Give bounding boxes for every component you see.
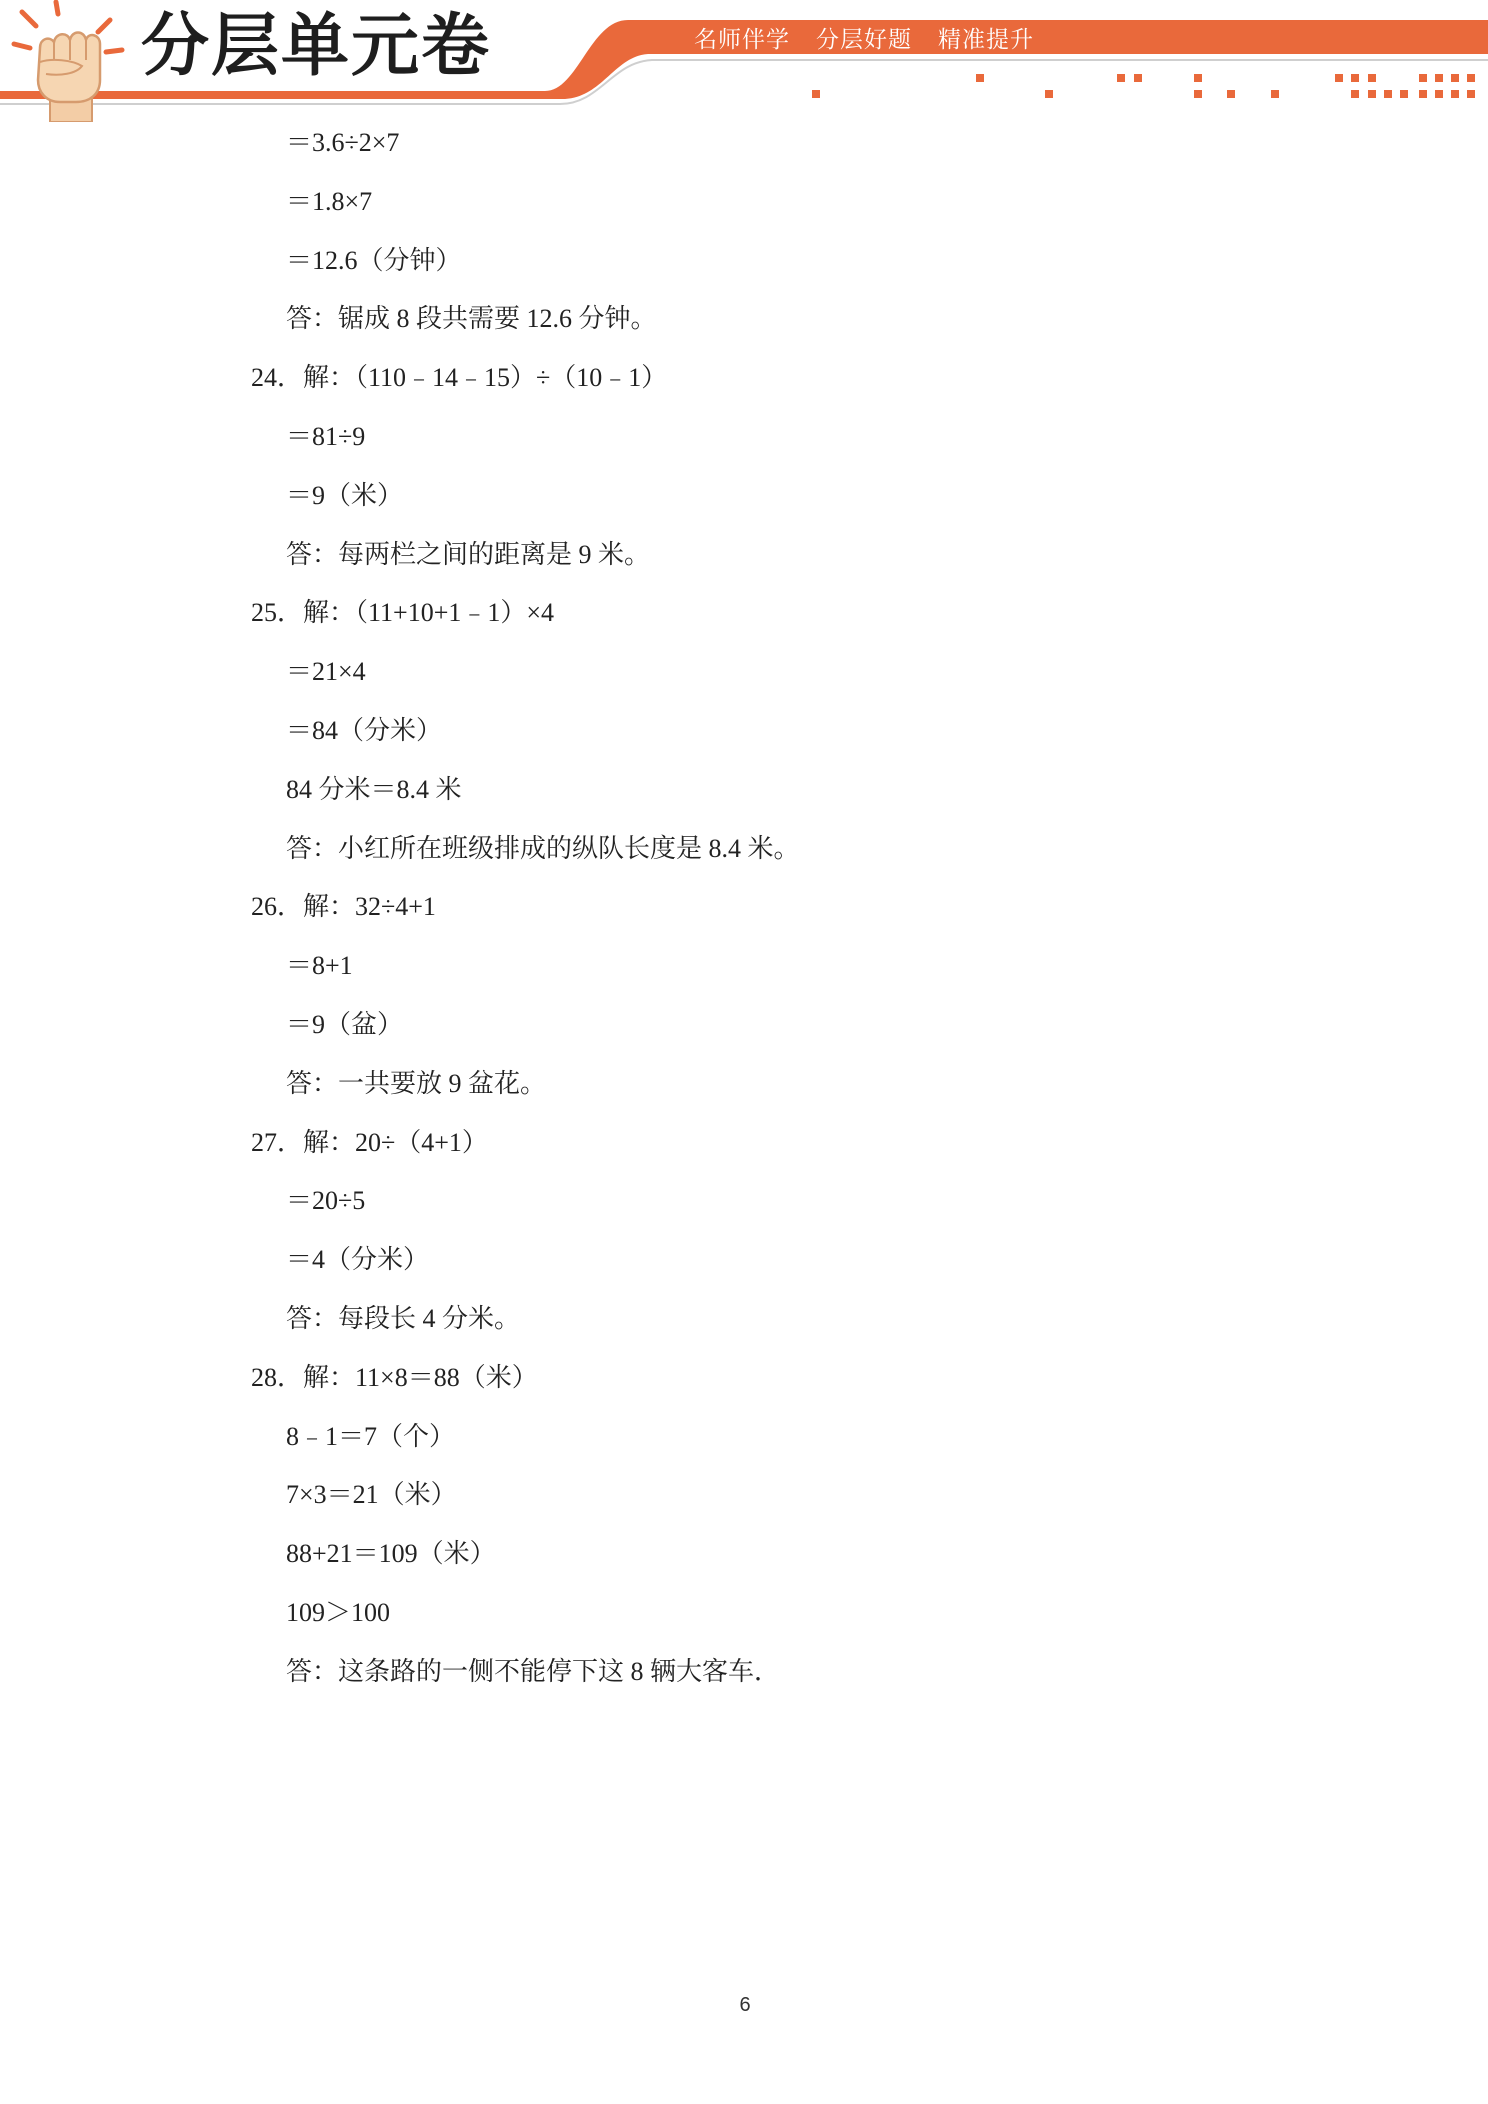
solution-step: ＝1.8×7 bbox=[286, 186, 373, 216]
problem-heading: 26．解：32÷4+1 bbox=[251, 892, 436, 922]
solution-step: ＝9（盆） bbox=[286, 1009, 404, 1039]
raised-fist-icon bbox=[6, 0, 131, 122]
solution-step: 84 分米＝8.4 米 bbox=[286, 774, 462, 804]
slogan-item: 精准提升 bbox=[938, 26, 1034, 53]
problem-28 bbox=[0, 1349, 1488, 1702]
solution-step: 88+21＝109（米） bbox=[286, 1539, 496, 1569]
page-number: 6 bbox=[739, 1994, 751, 2016]
slogan-item: 分层好题 bbox=[816, 26, 912, 53]
problem-24 bbox=[0, 349, 1488, 584]
answer-content bbox=[0, 114, 1488, 1702]
slogan-item: 名师伴学 bbox=[694, 26, 790, 53]
solution-step: ＝3.6÷2×7 bbox=[286, 128, 400, 157]
problem-27 bbox=[0, 1114, 1488, 1349]
answer-line: 答：每两栏之间的距离是 9 米。 bbox=[286, 539, 651, 569]
answer-line: 答：这条路的一侧不能停下这 8 辆大客车． bbox=[286, 1656, 781, 1686]
solution-step: ＝9（米） bbox=[286, 480, 404, 510]
solution-step: ＝81÷9 bbox=[286, 421, 366, 451]
problem-heading: 27．解：20÷（4+1） bbox=[251, 1127, 488, 1157]
answer-line: 答：锯成 8 段共需要 12.6 分钟。 bbox=[286, 304, 657, 334]
book-title: 分层单元卷 bbox=[141, 7, 492, 86]
solution-step: ＝8+1 bbox=[286, 951, 353, 981]
problem-23-continuation bbox=[0, 114, 1488, 349]
solution-step: 109＞100 bbox=[286, 1597, 391, 1627]
solution-step: 7×3＝21（米） bbox=[286, 1480, 457, 1510]
solution-step: 8﹣1＝7（个） bbox=[286, 1421, 456, 1451]
solution-step: ＝20÷5 bbox=[286, 1186, 366, 1216]
decorative-squares bbox=[812, 74, 1475, 98]
problem-heading: 28．解：11×8＝88（米） bbox=[251, 1362, 538, 1392]
page-header bbox=[0, 0, 1488, 125]
header-slogan bbox=[694, 20, 1034, 54]
problem-heading: 25．解：（11+10+1﹣1）×4 bbox=[251, 598, 555, 628]
problem-heading: 24．解：（110﹣14﹣15）÷（10﹣1） bbox=[251, 363, 668, 393]
solution-step: ＝84（分米） bbox=[286, 715, 443, 745]
answer-line: 答：小红所在班级排成的纵队长度是 8.4 米。 bbox=[286, 833, 800, 863]
answer-line: 答：一共要放 9 盆花。 bbox=[286, 1068, 547, 1098]
answer-line: 答：每段长 4 分米。 bbox=[286, 1303, 521, 1333]
problem-26 bbox=[0, 878, 1488, 1113]
solution-step: ＝4（分米） bbox=[286, 1245, 430, 1275]
solution-step: ＝21×4 bbox=[286, 657, 366, 687]
problem-25 bbox=[0, 584, 1488, 878]
solution-step: ＝12.6（分钟） bbox=[286, 245, 462, 275]
